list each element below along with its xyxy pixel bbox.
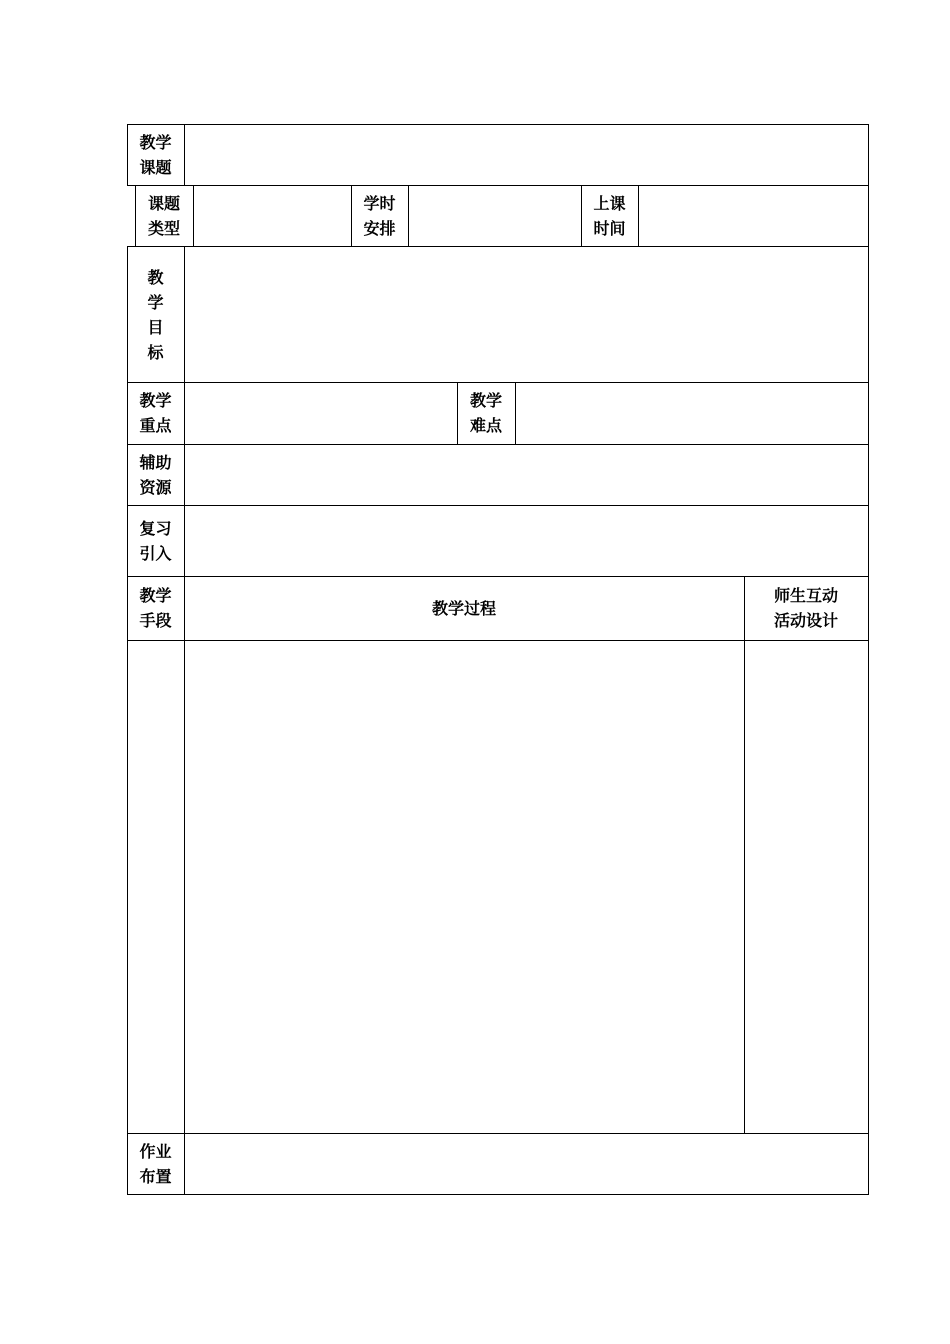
field-homework[interactable] [185,1134,868,1194]
label-resources: 辅助 资源 [139,453,172,497]
field-process[interactable] [185,641,744,1133]
rule-row6-bottom [127,576,869,577]
label-class-time: 上课 时间 [593,194,626,238]
field-difficulties[interactable] [516,383,868,444]
field-lesson-type[interactable] [194,186,351,246]
field-class-time[interactable] [639,186,868,246]
label-review: 复习 引入 [139,519,172,563]
field-lesson-title[interactable] [185,125,868,185]
label-class-hours: 学时 安排 [363,194,396,238]
label-interaction: 师生互动 活动设计 [773,586,838,630]
label-lesson-title: 教学 课题 [139,133,172,177]
field-interaction[interactable] [745,641,868,1133]
field-review[interactable] [185,506,868,576]
label-homework: 作业 布置 [139,1142,172,1186]
field-objectives[interactable] [185,247,868,382]
field-class-hours[interactable] [409,186,581,246]
label-methods: 教学 手段 [139,586,172,630]
rule-right [868,124,869,1195]
label-process: 教学过程 [431,599,496,618]
field-methods[interactable] [128,641,184,1133]
rule-bottom [127,1194,869,1195]
field-resources[interactable] [185,445,868,505]
label-difficulties: 教学 难点 [469,391,502,435]
label-objectives: 教 学 目 标 [147,268,164,362]
label-key-points: 教学 重点 [139,391,172,435]
field-key-points[interactable] [185,383,457,444]
label-lesson-type: 课题 类型 [147,194,180,238]
